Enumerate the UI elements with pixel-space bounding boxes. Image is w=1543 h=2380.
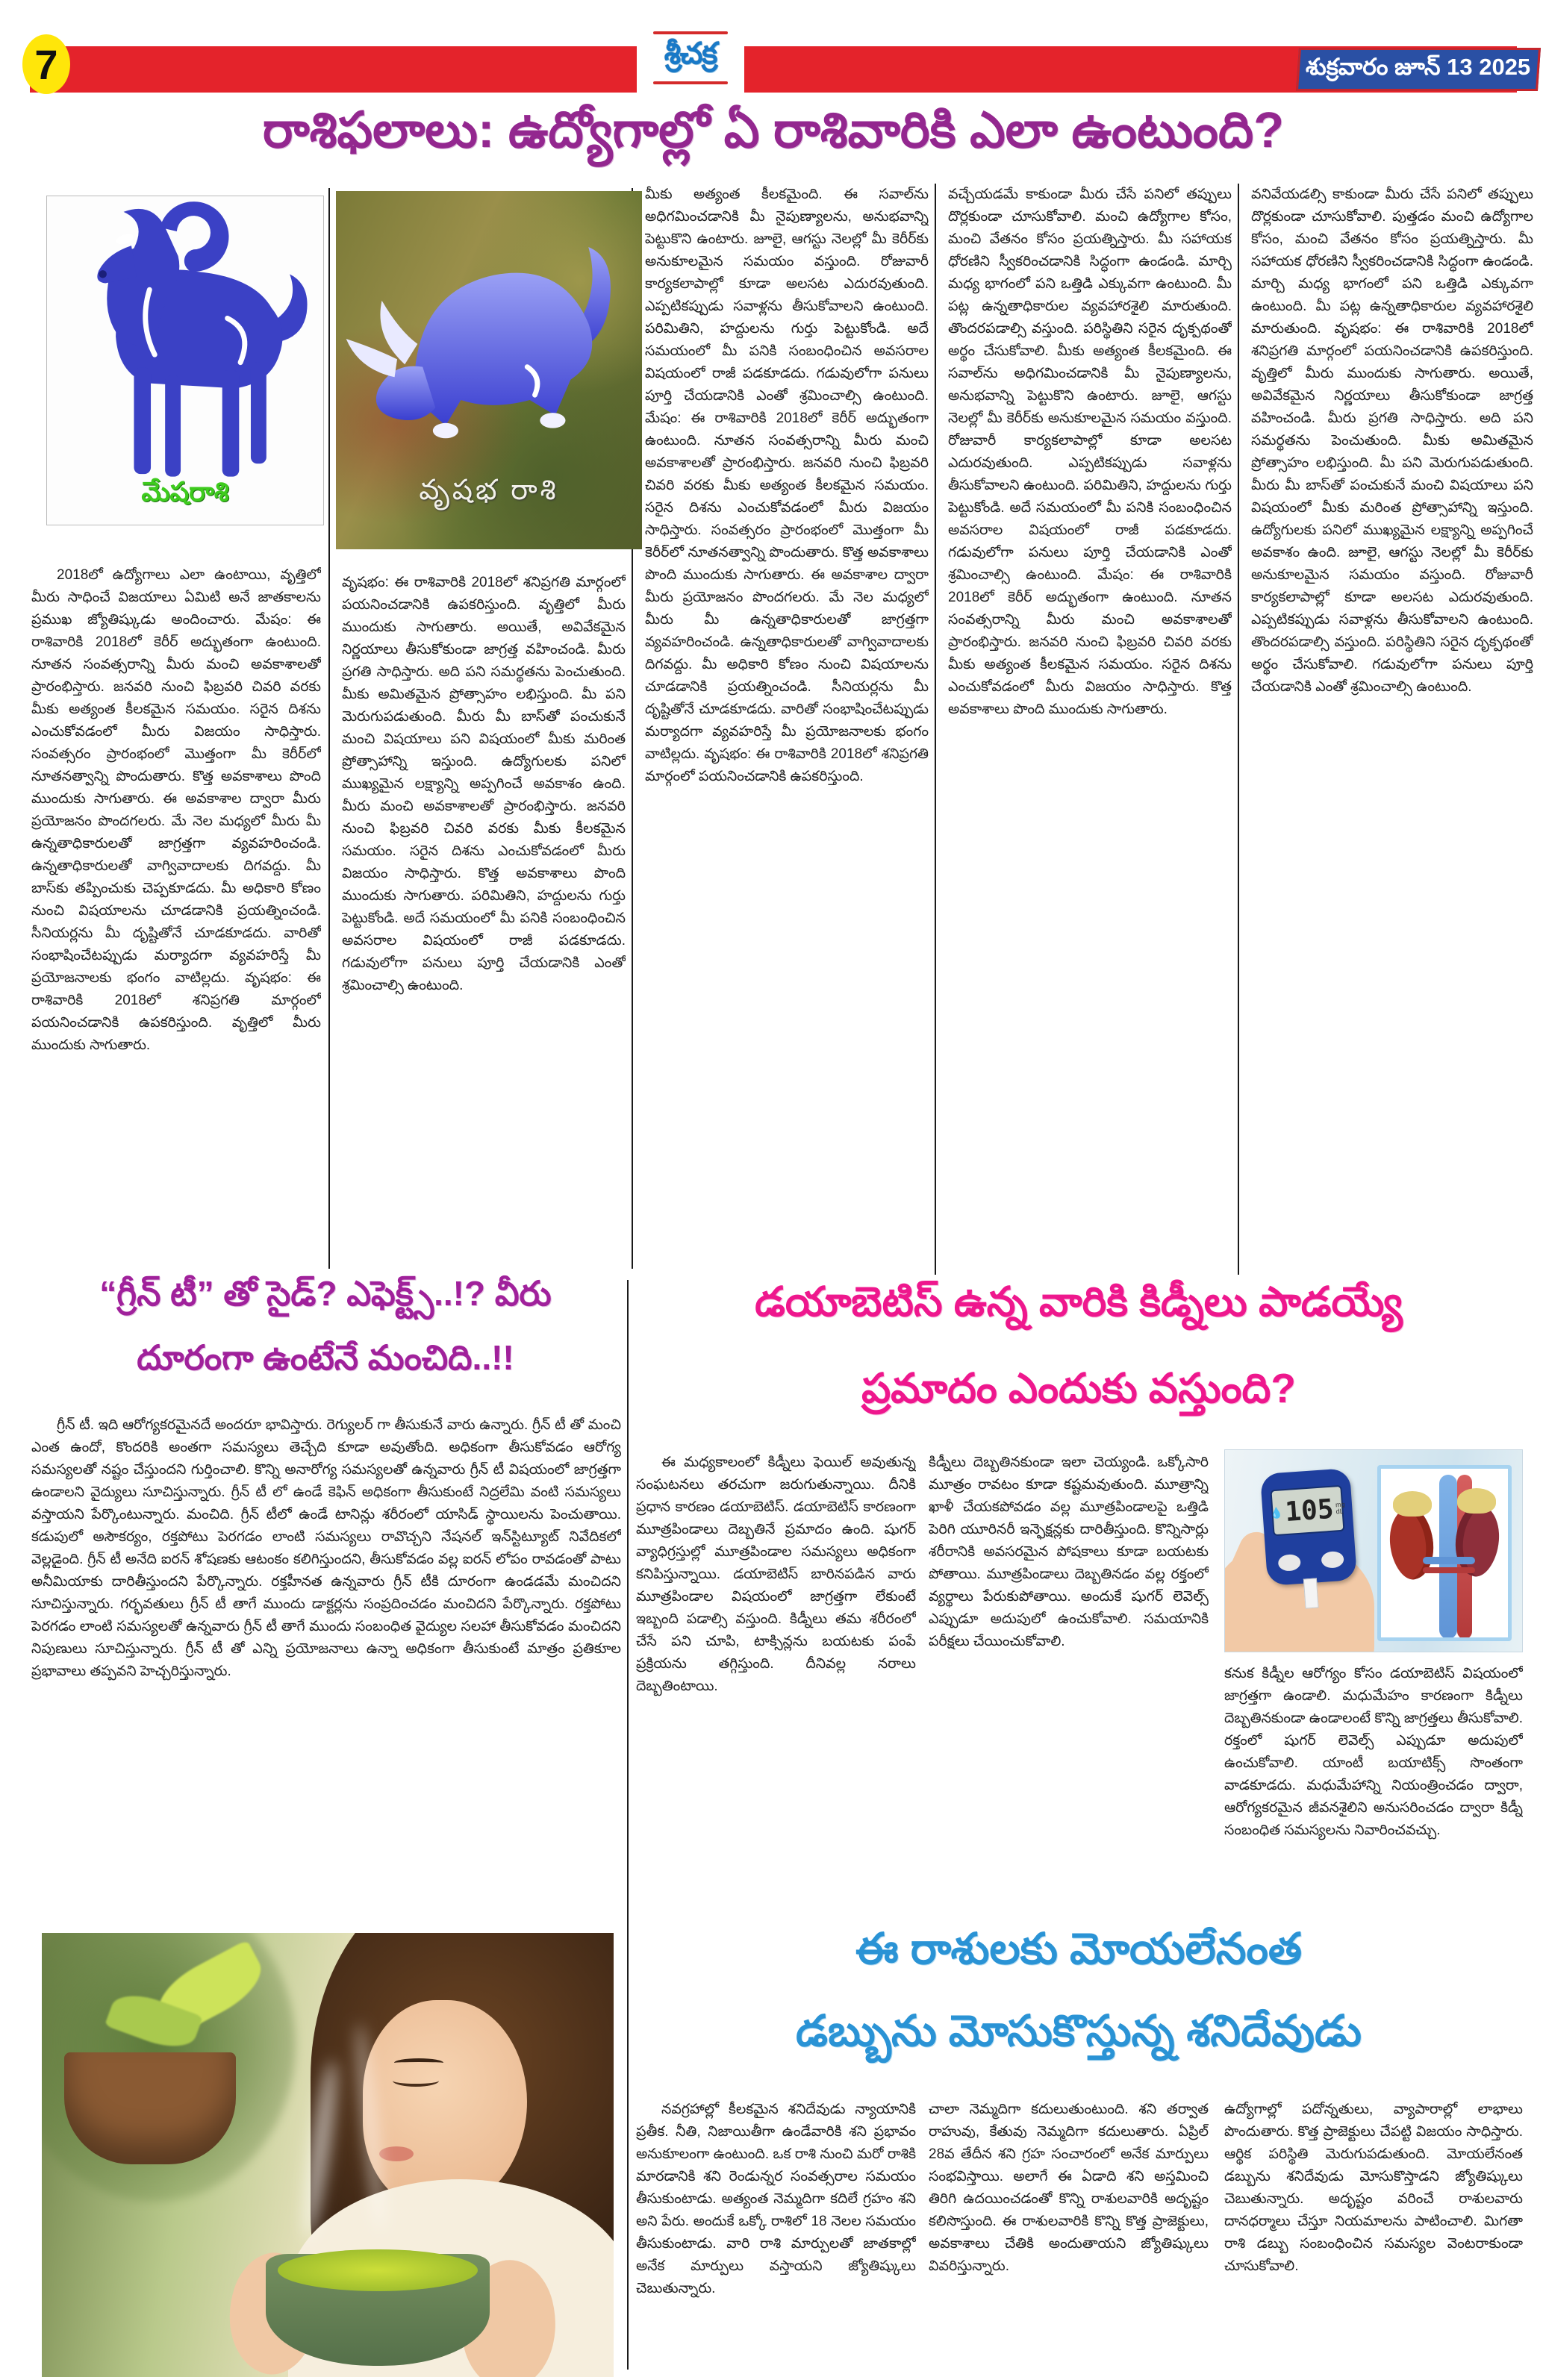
aries-label: మేషరాశి bbox=[141, 476, 229, 507]
page-number-badge bbox=[22, 34, 70, 94]
issue-date: శుక్రవారం జూన్ 13 2025 bbox=[1306, 53, 1531, 80]
aries-illustration bbox=[46, 196, 324, 525]
saturn-column-1: నవగ్రహాల్లో కీలకమైన శనిదేవుడు న్యాయానికి ప్రతీక. నీతి, నిజాయితీగా ఉండేవారికి శని ప్రభావం అనుకూలంగా ఉంటుంది. ఒక రాశి నుంచి మరో రాశికి మారడానికి శని రెండున్నర సంవత్సరాల సమయం తీసుకుంటాడు. అత్యంత నెమ్మదిగా కదిలే గ్రహం శని అని పేరు. అందుకే ఒక్కో రాశిలో 18 నెలల సమయం తీసుకుంటాడు. వారి రాశి మార్పులతో జాతకాల్లో అనేక మార్పులు వస్తాయని జ్యోతిష్కులు చెబుతున్నారు. bbox=[636, 2102, 916, 2296]
taurus-illustration bbox=[336, 191, 642, 549]
meter-button-left bbox=[1278, 1554, 1301, 1572]
green-tea-liquid bbox=[278, 2249, 478, 2291]
horoscope-column-3: మీకు అత్యంత కీలకమైంది. ఈ సవాల్‌ను అధిగమించడానికి మీ నైపుణ్యాలను, అనుభవాన్ని పెట్టుకొని ఉంటారు. జూలై, ఆగస్టు నెలల్లో మీ కెరీర్‌కు అనుకూలమైన సమయం వస్తుంది. రోజువారీ కార్యకలాపాల్లో కూడా అలసట ఎదురవుతుంది. ఎప్పటికప్పుడు సవాళ్లను తీసుకోవాలని ఉంటుంది. పరిమితిని, హద్దులను గుర్తు పెట్టుకోండి. అదే సమయంలో మీ పనికి సంబంధించిన అవసరాల విషయంలో రాజీ పడకూడదు. గడువులోగా పనులు పూర్తి చేయడానికి ఎంతో శ్రమించాల్సి ఉంటుంది. మేషం: ఈ రాశివారికి 2018లో కెరీర్ అద్భుతంగా ఉంటుంది. నూతన సంవత్సరాన్ని మీరు మంచి అవకాశాలతో ప్రారంభిస్తారు. జనవరి నుంచి ఫిబ్రవరి చివరి వరకు మీకు అత్యంత కీలకమైన సమయం. సరైన దిశను ఎంచుకోవడంలో మీరు విజయం సాధిస్తారు. సంవత్సరం ప్రారంభంలో మొత్తంగా మీ కెరీర్‌లో నూతనత్వాన్ని పొందుతారు. కొత్త అవకాశాలు పొంది ముందుకు సాగుతారు. ఈ అవకాశాల ద్వారా మీరు ప్రయోజనం పొందగలరు. మే నెల మధ్యలో మీరు మీ ఉన్నతాధికారులతో జాగ్రత్తగా వ్యవహరించండి. ఉన్నతాధికారులతో వాగ్వివాదాలకు దిగవద్దు. మీ అధికారి కోణం నుంచి విషయాలను చూడడానికి ప్రయత్నించండి. సీనియర్లను మీ దృష్టితోనే చూడకూడదు. వారితో సంభాషించేటప్పుడు మర్యాదగా వ్యవహరిస్తే మీ ప్రయోజనాలకు భంగం వాటిల్లదు. వృషభం: ఈ రాశివారికి 2018లో శనిప్రగతి మార్గంలో పయనించడానికి ఉపకరిస్తుంది. bbox=[645, 187, 929, 784]
logo-bottom-microtext bbox=[653, 81, 729, 84]
meter-button-right bbox=[1321, 1551, 1344, 1569]
renal-vein bbox=[1423, 1557, 1475, 1564]
glucose-meter-kidney-photo bbox=[1224, 1449, 1523, 1652]
diabetes-column-1: ఈ మధ్యకాలంలో కిడ్నీలు ఫెయిల్ అవుతున్న సంఘటనలు తరచుగా జరుగుతున్నాయి. దీనికి ప్రధాన కారణం డయాబెటిస్. డయాబెటిస్ కారణంగా మూత్రపిండాలు దెబ్బతినే ప్రమాదం ఉంది. షుగర్ వ్యాధిగ్రస్తుల్లో మూత్రపిండాల సమస్యలు అధికంగా కనిపిస్తున్నాయి. డయాబెటిస్ బారినపడిన వారు మూత్రపిండాల విషయంలో జాగ్రత్తగా లేకుంటే ఇబ్బంది పడాల్సి వస్తుంది. కిడ్నీలు తమ శరీరంలో చేసే పని చూపి, టాక్సిన్లను బయటకు పంపే ప్రక్రియను తగ్గిస్తుంది. దీనివల్ల నరాలు దెబ్బతింటాయి. bbox=[636, 1455, 916, 1694]
eyebrow bbox=[394, 2058, 443, 2067]
test-strip bbox=[1303, 1578, 1319, 1608]
bull-icon bbox=[336, 213, 642, 482]
diabetes-headline-line1: డయాబెటిస్ ఉన్న వారికి కిడ్నీలు పాడయ్యే bbox=[755, 1278, 1403, 1325]
saturn-column-3: ఉద్యోగాల్లో పదోన్నతులు, వ్యాపారాల్లో లాభాలు పొందుతారు. కొత్త ప్రాజెక్టులు చేపట్టి విజయం సాధిస్తారు. ఆర్థిక పరిస్థితి మెరుగుపడుతుంది. మోయలేనంత డబ్బును శనిదేవుడు మోసుకొస్తాడని జ్యోతిష్కులు చెబుతున్నారు. అదృష్టం వరించే రాశులవారు దానధర్మాలు చేస్తూ నియమాలను పాటించాలి. మిగతా రాశి డబ్బు సంబంధించిన సమస్యల వెంటరాకుండా చూసుకోవాలి. bbox=[1224, 2102, 1523, 2274]
diabetes-column-2: కిడ్నీలు దెబ్బతినకుండా ఇలా చెయ్యండి. ఒక్కోసారి మూత్రం రావటం కూడా కష్టమవుతుంది. మూత్రాన్ని ఖాళీ చేయకపోవడం వల్ల మూత్రపిండాలపై ఒత్తిడి పెరిగి యూరినరీ ఇన్ఫెక్షన్లకు దారితీస్తుంది. కొన్నిసార్లు శరీరానికి అవసరమైన పోషకాలు కూడా బయటకు పోతాయి. మూత్రపిండాలు దెబ్బతినడం వల్ల రక్తంలో వ్యర్థాలు పేరుకుపోతాయి. అందుకే షుగర్ లెవెల్స్ ఎప్పుడూ అదుపులో ఉంచుకోవాలి. సమయానికి పరీక్షలు చేయించుకోవాలి. bbox=[929, 1455, 1209, 1649]
left-adrenal-gland bbox=[1393, 1491, 1432, 1517]
diabetes-column-3: కనుక కిడ్నీల ఆరోగ్యం కోసం డయాబెటిస్ విషయంలో జాగ్రత్తగా ఉండాలి. మధుమేహం కారణంగా కిడ్నీలు దెబ్బతినకుండా ఉండాలంటే కొన్ని జాగ్రత్తలు తీసుకోవాలి. రక్తంలో షుగర్ లెవెల్స్ ఎప్పుడూ అదుపులో ఉంచుకోవాలి. యాంటీ బయాటిక్స్ సొంతంగా వాడకూడదు. మధుమేహాన్ని నియంత్రించడం ద్వారా, ఆరోగ్యకరమైన జీవనశైలిని అనుసరించడం ద్వారా కిడ్నీ సంబంధిత సమస్యలను నివారించవచ్చు. bbox=[1224, 1666, 1523, 1838]
date-box bbox=[1296, 48, 1541, 91]
horoscope-column-2: వృషభం: ఈ రాశివారికి 2018లో శనిప్రగతి మార్గంలో పయనించడానికి ఉపకరిస్తుంది. వృత్తిలో మీరు ముందుకు సాగుతారు. అయితే, అవివేకమైన నిర్ణయాలు తీసుకోకుండా జాగ్రత్త వహించండి. మీరు ప్రగతి సాధిస్తారు. అది పని సమర్థతను పెంచుతుంది. మీకు అమితమైన ప్రోత్సాహం లభిస్తుంది. మీ పని మెరుగుపడుతుంది. మీరు మీ బాస్‌తో పంచుకునే మంచి విషయాలు పని విషయంలో మీకు మరింత ప్రోత్సాహాన్ని ఇస్తుంది. ఉద్యోగులకు పనిలో ముఖ్యమైన లక్ష్యాన్ని అప్పగించే అవకాశం ఉంది. మీరు మంచి అవకాశాలతో ప్రారంభిస్తారు. జనవరి నుంచి ఫిబ్రవరి చివరి వరకు మీకు కీలకమైన సమయం. సరైన దిశను ఎంచుకోవడంలో మీరు విజయం సాధిస్తారు. కొత్త అవకాశాలు పొంది ముందుకు సాగుతారు. పరిమితిని, హద్దులను గుర్తు పెట్టుకోండి. అదే సమయంలో మీ పనికి సంబంధించిన అవసరాల విషయంలో రాజీ పడకూడదు. గడువులోగా పనులు పూర్తి చేయడానికి ఎంతో శ్రమించాల్సి ఉంటుంది. bbox=[342, 575, 626, 993]
ram-icon bbox=[47, 196, 324, 495]
page-number: 7 bbox=[34, 40, 58, 88]
saturn-headline-line1: ఈ రాశులకు మోయలేనంత bbox=[855, 1925, 1303, 1973]
column-rule-5 bbox=[627, 1280, 629, 2370]
masthead-bar bbox=[30, 46, 1517, 93]
green-tea-body: గ్రీన్ టీ. ఇది ఆరోగ్యకరమైనదే అందరూ భావిస్తారు. రెగ్యులర్ గా తీసుకునే వారు ఉన్నారు. గ్రీన్ టీ తో మంచి ఎంత ఉందో, కొందరికి అంతగా సమస్యలు తెచ్చేది కూడా అవుతోంది. అధికంగా తీసుకోవడం ఆరోగ్య సమస్యలతో నష్టం చేస్తుందని గుర్తించాలి. కొన్ని అనారోగ్య సమస్యలతో ఉన్నవారు గ్రీన్ టీ విషయంలో జాగ్రత్తగా ఉండాలని వైద్యులు సూచిస్తున్నారు. గ్రీన్ టీ లో ఉండే కెఫిన్ అధికంగా తీసుకుంటే నిద్రలేమి వంటి సమస్యలు వస్తాయని పేర్కొంటున్నారు. మంచిది. గ్రీన్ టీలో ఉండే టానిన్లు శరీరంలో యాసిడ్ స్థాయిలను పెంచుతాయి. కడుపులో అసౌకర్యం, రక్తపోటు పెరగడం లాంటి సమస్యలు రావొచ్చని నేషనల్ ఇన్‌స్టిట్యూట్ నివేదికలో వెల్లడైంది. గ్రీన్ టీ అనేది ఐరన్ శోషణకు ఆటంకం కలిగిస్తుందని, తీసుకోవడం వల్ల ఐరన్ లోపం రావడంతో పాటు అనీమియాకు దారితీస్తుందని పేర్కొన్నారు. రక్తహీనత ఉన్నవారు గ్రీన్ టీకి దూరంగా ఉండడమే మంచిదని సూచిస్తున్నారు. గర్భవతులు గ్రీన్ టీ తాగే ముందు డాక్టర్లను సంప్రదించడం మంచిదని పేర్కొన్నారు. రక్తపోటు పెరగడం లాంటి సమస్యలతో ఉన్నవారు గ్రీన్ టీ తాగే ముందు సంబంధిత వైద్యుల సలహా తీసుకోవడం మంచిదని నిపుణులు సూచిస్తున్నారు. గ్రీన్ టీ తో ఎన్ని ప్రయోజనాలు ఉన్నా అధికంగా తీసుకుంటే మాత్రం ప్రతికూల ప్రభావాలు తప్పవని హెచ్చరిస్తున్నారు. bbox=[31, 1417, 621, 1679]
meter-screen bbox=[1270, 1485, 1344, 1537]
closed-eye bbox=[393, 2075, 439, 2087]
newspaper-logo bbox=[637, 20, 744, 95]
saturn-headline-line2: డబ్బును మోసుకొస్తున్న శనిదేవుడు bbox=[796, 2007, 1362, 2055]
green-tea-headline-line2: దూరంగా ఉంటేనే మంచిది..!! bbox=[137, 1338, 514, 1377]
green-tea-headline-line1: “గ్రీన్ టీ” తో సైడ్? ఎఫెక్ట్స్..!? వీరు bbox=[99, 1274, 552, 1313]
horoscope-column-1: 2018లో ఉద్యోగాలు ఎలా ఉంటాయి, వృత్తిలో మీరు సాధించే విజయాలు ఏమిటి అనే జాతకాలను ప్రముఖ జ్యోతిష్కుడు అందించారు. మేషం: ఈ రాశివారికి 2018లో కెరీర్ అద్భుతంగా ఉంటుంది. నూతన సంవత్సరాన్ని మీరు మంచి అవకాశాలతో ప్రారంభిస్తారు. జనవరి నుంచి ఫిబ్రవరి చివరి వరకు మీకు అత్యంత కీలకమైన సమయం. సరైన దిశను ఎంచుకోవడంలో మీరు విజయం సాధిస్తారు. సంవత్సరం ప్రారంభంలో మొత్తంగా మీ కెరీర్‌లో నూతనత్వాన్ని పొందుతారు. కొత్త అవకాశాలు పొంది ముందుకు సాగుతారు. ఈ అవకాశాల ద్వారా మీరు ప్రయోజనం పొందగలరు. మే నెల మధ్యలో మీరు మీ ఉన్నతాధికారులతో జాగ్రత్తగా వ్యవహరించండి. ఉన్నతాధికారులతో వాగ్వివాదాలకు దిగవద్దు. మీ బాస్‌కు తప్పించుకు చెప్పకూడదు. మీ అధికారి కోణం నుంచి విషయాలను చూడడానికి ప్రయత్నించండి. సీనియర్లను మీ దృష్టితోనే చూడకూడదు. వారితో సంభాషించేటప్పుడు మర్యాదగా వ్యవహరిస్తే మీ ప్రయోజనాలకు భంగం వాటిల్లదు. వృషభం: ఈ రాశివారికి 2018లో శనిప్రగతి మార్గంలో పయనించడానికి ఉపకరిస్తుంది. వృత్తిలో మీరు ముందుకు సాగుతారు. bbox=[31, 567, 321, 1053]
woman-drinking-green-tea-photo bbox=[42, 1933, 614, 2377]
saturn-column-2: చాలా నెమ్మదిగా కదులుతుంటుంది. శని తర్వాత రాహువు, కేతువు నెమ్మదిగా కదులుతారు. ఏప్రిల్ 28వ తేదీన శని గ్రహ సంచారంలో అనేక మార్పులు సంభవిస్తాయి. అలాగే ఈ ఏడాది శని అస్తమించి తిరిగి ఉదయించడంతో కొన్ని రాశులవారికి అదృష్టం కలిసొస్తుంది. ఈ రాశులవారికి కొన్ని కొత్త ప్రాజెక్టులు, అవకాశాలు చేతికి అందుతాయని జ్యోతిష్కులు వివరిస్తున్నారు. bbox=[929, 2102, 1209, 2274]
kidney-diagram bbox=[1377, 1465, 1512, 1641]
taurus-label: వృషభ రాశి bbox=[419, 475, 559, 506]
lips bbox=[379, 2146, 414, 2161]
diabetes-headline-line2: ప్రమాదం ఎందుకు వస్తుంది? bbox=[861, 1365, 1296, 1411]
main-headline: రాశిఫలాలు: ఉద్యోగాల్లో ఏ రాశివారికి ఎలా ఉంటుంది? bbox=[262, 102, 1285, 158]
column-rule-3 bbox=[935, 184, 936, 1275]
blood-drop-icon: 💧 bbox=[1269, 1505, 1284, 1519]
renal-artery bbox=[1423, 1567, 1475, 1573]
glucose-reading: 105 bbox=[1284, 1493, 1335, 1528]
column-rule-1 bbox=[328, 188, 330, 1269]
column-rule-4 bbox=[1238, 184, 1239, 1275]
horoscope-column-5: వనివేయడల్సి కాకుండా మీరు చేసే పనిలో తప్పులు దొర్లకుండా చూసుకోవాలి. పుత్తడం మంచి ఉద్యోగాల కోసం, మంచి వేతనం కోసం ప్రయత్నిస్తారు. మీ సహాయక ధోరణిని స్వీకరించడానికి సిద్ధంగా ఉండండి. మార్చి మధ్య భాగంలో పని ఒత్తిడి ఎక్కువగా ఉంటుంది. మీ పట్ల ఉన్నతాధికారుల వ్యవహారశైలి మారుతుంది. వృషభం: ఈ రాశివారికి 2018లో శనిప్రగతి మార్గంలో పయనించడానికి ఉపకరిస్తుంది. వృత్తిలో మీరు ముందుకు సాగుతారు. అయితే, అవివేకమైన నిర్ణయాలు తీసుకోకుండా జాగ్రత్త వహించండి. మీరు ప్రగతి సాధిస్తారు. అది పని సమర్థతను పెంచుతుంది. మీకు అమితమైన ప్రోత్సాహం లభిస్తుంది. మీ పని మెరుగుపడుతుంది. మీరు మీ బాస్‌తో పంచుకునే మంచి విషయాలు పని విషయంలో మీకు మరింత ప్రోత్సాహాన్ని ఇస్తుంది. ఉద్యోగులకు పనిలో ముఖ్యమైన లక్ష్యాన్ని అప్పగించే అవకాశం ఉంది. జూలై, ఆగస్టు నెలల్లో మీ కెరీర్‌కు అనుకూలమైన సమయం వస్తుంది. రోజువారీ కార్యకలాపాల్లో కూడా అలసట ఎదురవుతుంది. ఎప్పటికప్పుడు సవాళ్లను తీసుకోవాలని ఉంటుంది. తొందరపడాల్సి వస్తుంది. పరిస్థితిని సరైన దృక్పథంతో అర్థం చేసుకోవాలి. గడువులోగా పనులు పూర్తి చేయడానికి ఎంతో శ్రమించాల్సి ఉంటుంది. bbox=[1251, 187, 1533, 695]
right-adrenal-gland bbox=[1457, 1488, 1496, 1514]
glucose-meter bbox=[1260, 1468, 1357, 1586]
logo-top-microtext bbox=[653, 31, 729, 34]
glucose-unit: mg dL bbox=[1335, 1500, 1345, 1516]
logo-title: శ్రీచక్ర bbox=[664, 37, 717, 70]
horoscope-column-4: వచ్చేయడమే కాకుండా మీరు చేసే పనిలో తప్పులు దొర్లకుండా చూసుకోవాలి. మంచి ఉద్యోగాల కోసం, మంచి వేతనం కోసం ప్రయత్నిస్తారు. మీ సహాయక ధోరణిని స్వీకరించడానికి సిద్ధంగా ఉండండి. మార్చి మధ్య భాగంలో పని ఒత్తిడి ఎక్కువగా ఉంటుంది. మీ పట్ల ఉన్నతాధికారుల వ్యవహారశైలి మారుతుంది. తొందరపడాల్సి వస్తుంది. పరిస్థితిని సరైన దృక్పథంతో అర్థం చేసుకోవాలి. మీకు అత్యంత కీలకమైంది. ఈ సవాల్‌ను అధిగమించడానికి మీ నైపుణ్యాలను, అనుభవాన్ని పెట్టుకొని ఉంటారు. జూలై, ఆగస్టు నెలల్లో మీ కెరీర్‌కు అనుకూలమైన సమయం వస్తుంది. రోజువారీ కార్యకలాపాల్లో కూడా అలసట ఎదురవుతుంది. ఎప్పటికప్పుడు సవాళ్లను తీసుకోవాలని ఉంటుంది. పరిమితిని, హద్దులను గుర్తు పెట్టుకోండి. అదే సమయంలో మీ పనికి సంబంధించిన అవసరాల విషయంలో రాజీ పడకూడదు. గడువులోగా పనులు పూర్తి చేయడానికి ఎంతో శ్రమించాల్సి ఉంటుంది. మేషం: ఈ రాశివారికి 2018లో కెరీర్ అద్భుతంగా ఉంటుంది. నూతన సంవత్సరాన్ని మీరు మంచి అవకాశాలతో ప్రారంభిస్తారు. జనవరి నుంచి ఫిబ్రవరి చివరి వరకు మీకు అత్యంత కీలకమైన సమయం. సరైన దిశను ఎంచుకోవడంలో మీరు విజయం సాధిస్తారు. కొత్త అవకాశాలు పొంది ముందుకు సాగుతారు. bbox=[948, 187, 1232, 717]
plant-pot bbox=[64, 2052, 236, 2164]
